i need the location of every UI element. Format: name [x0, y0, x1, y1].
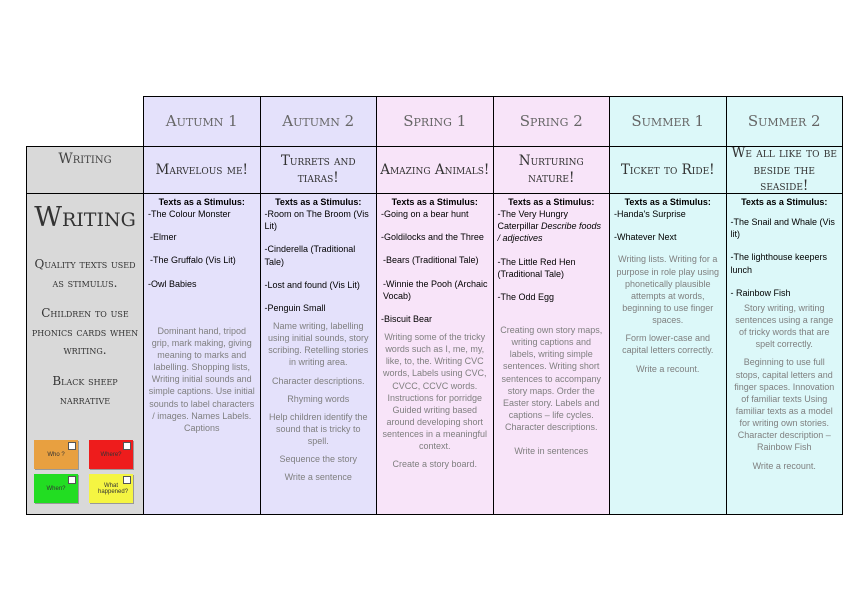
- stimulus-heading: Texts as a Stimulus:: [158, 197, 245, 207]
- book-item: -The Snail and Whale (Vis lit): [730, 217, 835, 240]
- card-when: [34, 474, 78, 503]
- book-item: - Rainbow Fish: [730, 287, 791, 298]
- book-item: -Biscuit Bear: [381, 313, 433, 324]
- side-title: Writing: [34, 202, 136, 233]
- person-icon: [68, 442, 76, 450]
- theme-summer-1: Ticket to Ride!: [609, 146, 727, 194]
- stimulus-heading: Texts as a Stimulus:: [624, 197, 711, 207]
- book-item: -Whatever Next: [614, 232, 677, 243]
- stimulus-heading: Texts as a Stimulus:: [741, 197, 828, 207]
- term-spring-1: Spring 1: [376, 96, 494, 147]
- card-where-label: Where?: [100, 451, 122, 458]
- learning-description: Name writing, labelling using initial sounds, story scribing. Retelling stories in writing area.: [267, 320, 369, 368]
- learning-description: Writing some of the tricky words such as I, me, my, like, to, the. Writing CVC words, Labels using CVC, CVCC, CCVC words. Instructions for porridge Guided writing based around developing short sentences in a meaningful context.: [382, 331, 488, 452]
- book-note: Describe foods / adjectives: [497, 221, 602, 244]
- book-item: -Winnie the Pooh (Archaic Vocab): [383, 278, 488, 301]
- side-phonics-cards: Children to use phonics cards when writing.: [31, 306, 139, 358]
- book-item: [498, 208, 606, 244]
- book-item: -The lighthouse keepers lunch: [730, 252, 828, 275]
- corner-blank: [26, 96, 144, 147]
- place-icon: [123, 442, 131, 450]
- side-narrative: Black sheep narrative: [52, 373, 118, 407]
- book-item: -The Little Red Hen (Traditional Tale): [497, 256, 576, 279]
- term-spring-2: Spring 2: [493, 96, 611, 147]
- book-item: -Handa's Surprise: [614, 209, 686, 220]
- stimulus-heading: Texts as a Stimulus:: [275, 197, 362, 207]
- stimulus-heading: Texts as a Stimulus:: [391, 197, 478, 207]
- narrative-cards: [34, 440, 132, 504]
- book-item: -Cinderella (Traditional Tale): [264, 244, 356, 267]
- book-item: -Penguin Small: [264, 302, 326, 313]
- book-title: -The Very Hungry Caterpillar: [497, 209, 569, 232]
- content-spring-2: [493, 193, 611, 515]
- book-item: -Room on The Broom (Vis Lit): [264, 209, 369, 232]
- book-item: -Elmer: [150, 232, 177, 243]
- book-item: -The Odd Egg: [497, 291, 555, 302]
- book-item: -Going on a bear hunt: [381, 209, 469, 220]
- theme-spring-1: Amazing Animals!: [376, 146, 494, 194]
- term-summer-2: Summer 2: [726, 96, 844, 147]
- content-summer-1: [609, 193, 727, 515]
- learning-description: Create a story board.: [392, 459, 478, 470]
- learning-description: Write a sentence: [284, 472, 352, 483]
- book-item: -Owl Babies: [148, 278, 197, 289]
- card-who-label: Who ?: [47, 451, 65, 458]
- learning-description: Character descriptions.: [271, 375, 365, 386]
- card-what-happened: [89, 474, 133, 503]
- learning-description: Dominant hand, tripod grip, mark making, giving meaning to marks and labelling. Shopping lists, Writing initial sounds and simple captions. Use initial sounds to label characters / images. Names Labels. Captions: [148, 325, 255, 433]
- curriculum-table: [26, 96, 842, 514]
- term-autumn-2: Autumn 2: [260, 96, 378, 147]
- learning-description: Write in sentences: [514, 446, 589, 457]
- row-label-writing: Writing: [26, 146, 144, 194]
- theme-autumn-1: Marvelous me!: [143, 146, 261, 194]
- learning-description: Help children identify the sound that is tricky to spell.: [268, 411, 368, 447]
- stimulus-heading: Texts as a Stimulus:: [508, 197, 595, 207]
- event-icon: [123, 476, 131, 484]
- card-what-label: What happened?: [98, 482, 129, 495]
- term-summer-1: Summer 1: [609, 96, 727, 147]
- learning-description: Writing lists. Writing for a purpose in role play using phonetically plausible attempts at words, beginning to use finger spaces.: [616, 254, 720, 326]
- side-quality-texts: Quality texts used as stimulus.: [34, 257, 136, 290]
- content-autumn-1: [143, 193, 261, 515]
- book-item: -Goldilocks and the Three: [381, 232, 484, 243]
- term-autumn-1: Autumn 1: [143, 96, 261, 147]
- content-summer-2: [726, 193, 844, 515]
- book-item: -The Gruffalo (Vis Lit): [150, 255, 236, 266]
- theme-autumn-2: Turrets and tiaras!: [260, 146, 378, 194]
- book-item: -Bears (Traditional Tale): [383, 255, 479, 266]
- book-item: -Lost and found (Vis Lit): [264, 279, 360, 290]
- theme-spring-2: Nurturing nature!: [493, 146, 611, 194]
- learning-description: Rhyming words: [287, 393, 350, 404]
- learning-description: Story writing, writing sentences using a range of tricky words that are spelt correctly.: [735, 302, 834, 350]
- learning-description: Beginning to use full stops, capital letters and finger spaces. Innovation of familiar texts Using familiar texts as a model for writing own stories. Character description – Rainbow Fish: [734, 357, 835, 453]
- clock-icon: [68, 476, 76, 484]
- learning-description: Write a recount.: [636, 363, 700, 374]
- learning-description: Form lower-case and capital letters correctly.: [622, 333, 714, 356]
- writing-side-panel: [26, 193, 144, 515]
- content-spring-1: [376, 193, 494, 515]
- card-who: [34, 440, 78, 469]
- theme-summer-2: We all like to be beside the seaside!: [726, 146, 844, 194]
- card-where: [89, 440, 133, 469]
- content-autumn-2: [260, 193, 378, 515]
- learning-description: Creating own story maps, writing captions and labels, writing simple sentences. Writing short sentences to accompany story maps. Order the Easter story. Labels and captions – life cycles. Character descriptions.: [500, 324, 603, 433]
- learning-description: Sequence the story: [279, 454, 358, 465]
- learning-description: Write a recount.: [752, 460, 816, 471]
- card-when-label: When?: [46, 485, 66, 492]
- book-item: -The Colour Monster: [148, 209, 231, 220]
